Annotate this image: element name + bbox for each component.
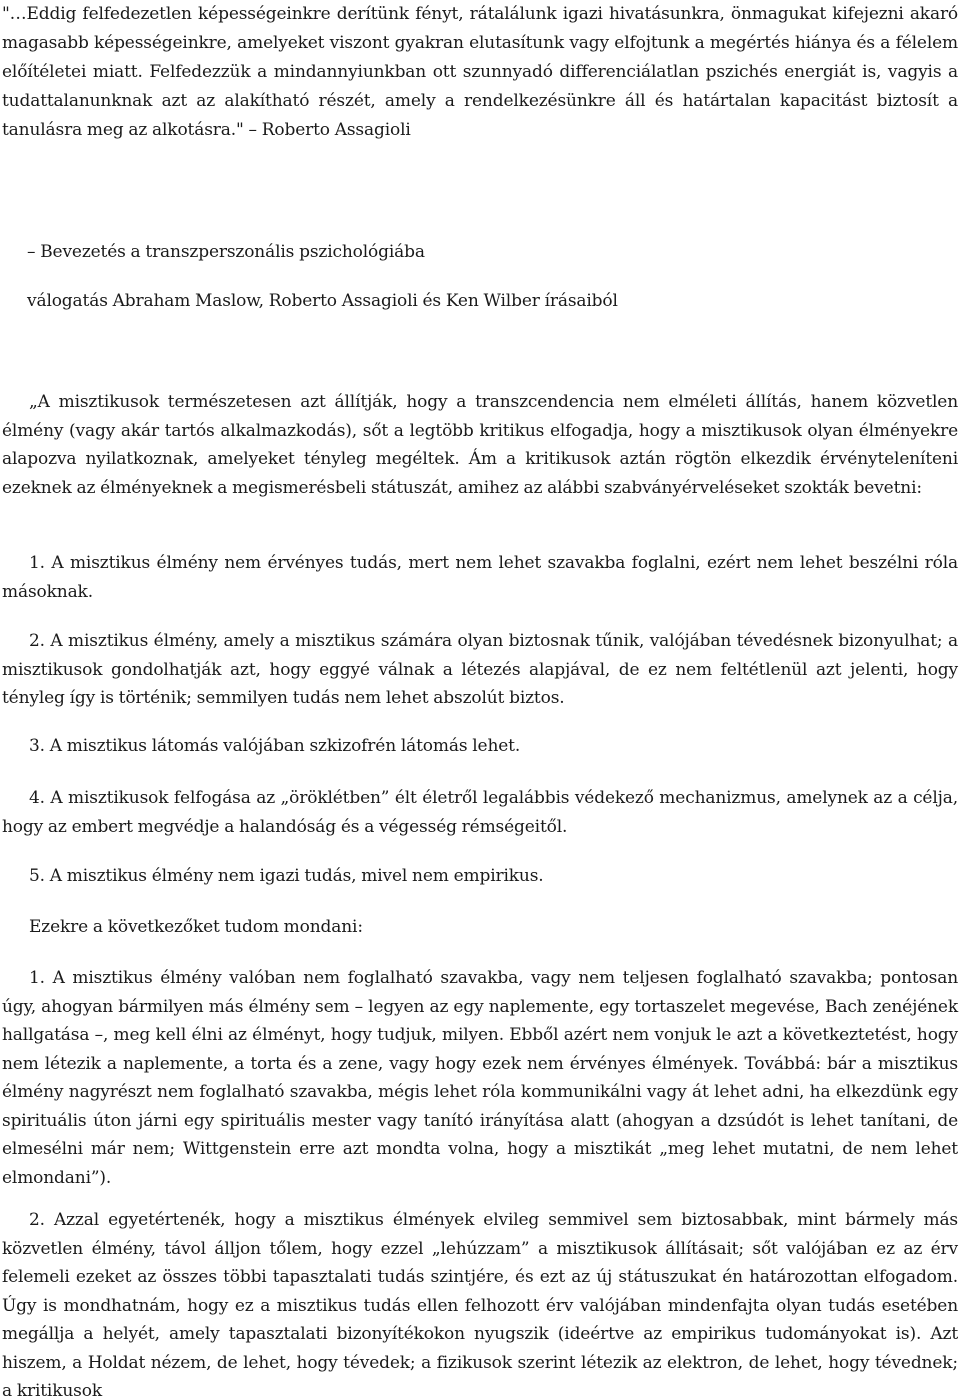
- objection-item: 4. A misztikusok felfogása az „öröklétben” élt életről legalábbis védekező mechanizmus, amelynek az a célja, hogy az embert megvédje a halandóság és a végesség rémségeitől.: [2, 788, 958, 837]
- objection-item: 5. A misztikus élmény nem igazi tudás, mivel nem empirikus.: [29, 866, 544, 886]
- objection-item: 2. A misztikus élmény, amely a misztikus számára olyan biztosnak tűnik, valójában tévedésnek bizonyulhat; a misztikusok gondolhatják azt, hogy eggyé válnak a létezés alapjával, de ez nem feltétlenül azt jelenti, hogy tényleg így is történik; semmilyen tudás nem lehet abszolút biztos.: [2, 631, 958, 708]
- objection-item: 1. A misztikus élmény nem érvényes tudás, mert nem lehet szavakba foglalni, ezért nem lehet beszélni róla másoknak.: [2, 553, 958, 602]
- source-title: – Bevezetés a transzperszonális pszichológiába: [27, 242, 425, 262]
- reply-item: 2. Azzal egyetértenék, hogy a misztikus élmények elvileg semmivel sem biztosabbak, mint bármely más közvetlen élmény, távol álljon tőlem, hogy ezzel „lehúzzam” a misztikusok állításait; sőt valójában ez az érv felemeli ezeket az összes többi tapasztalati tudás szintjére, és ezt az új státuszukat én határozottan elfogadom. Úgy is mondhatnám, hogy ez a misztikus tudás ellen felhozott érv valójában mindenfajta olyan tudás esetében megállja a helyét, amely tapasztalati bizonyítékokon nyugszik (ideértve az empirikus tudományokat is). Azt hiszem, a Holdat nézem, de lehet, hogy tévedek; a fizikusok szerint létezik az elektron, de lehet, hogy tévednek; a kritikusok: [2, 1210, 958, 1400]
- objection-item: 3. A misztikus látomás valójában szkizofrén látomás lehet.: [29, 736, 521, 756]
- assagioli-quote: "…Eddig felfedezetlen képességeinkre derítünk fényt, rátalálunk igazi hivatásunkra, önmagukat kifejezni akaró magasabb képességeinkre, amelyeket viszont gyakran elutasítunk vagy elfojtunk a megértés hiánya és a félelem előítéletei miatt. Felfedezzük a mindannyiunkban ott szunnyadó differenciálatlan pszichés energiát is, vagyis a tudattalanunknak azt az alakítható részét, amely a rendelkezésünkre áll és határtalan kapacitást biztosít a tanulásra meg az alkotásra." – Roberto Assagioli: [2, 4, 958, 140]
- intro-paragraph: „A misztikusok természetesen azt állítják, hogy a transzcendencia nem elméleti állítás, hanem közvetlen élmény (vagy akár tartós alkalmazkodás), sőt a legtöbb kritikus elfogadja, hogy a misztikusok olyan élményekre alapozva nyilatkoznak, amelyeket tényleg megéltek. Ám a kritikusok aztán rögtön elkezdik érvényteleníteni ezeknek az élményeknek a megismerésbeli státuszát, amihez az alábbi szabványérveléseket szokták bevetni:: [2, 392, 958, 498]
- reply-intro: Ezekre a következőket tudom mondani:: [29, 917, 363, 937]
- reply-item: 1. A misztikus élmény valóban nem foglalható szavakba, vagy nem teljesen foglalható szavakba; pontosan úgy, ahogyan bármilyen más élmény sem – legyen az egy naplemente, egy tortaszelet megevése, Bach zenéjének hallgatása –, meg kell élni az élményt, hogy tudjuk, milyen. Ebből azért nem vonjuk le azt a következtetést, hogy nem létezik a naplemente, a torta és a zene, vagy hogy ezek nem érvényes élmények. Továbbá: bár a misztikus élmény nagyrészt nem foglalható szavakba, mégis lehet róla kommunikálni vagy át lehet adni, ha elkezdünk egy spirituális úton járni egy spirituális mester vagy tanító irányítása alatt (ahogyan a dzsúdót is lehet tanítani, de elmesélni már nem; Wittgenstein erre azt mondta volna, hogy a misztikát „meg lehet mutatni, de nem lehet elmondani”).: [2, 968, 958, 1188]
- source-subtitle: válogatás Abraham Maslow, Roberto Assagioli és Ken Wilber írásaiból: [27, 291, 618, 311]
